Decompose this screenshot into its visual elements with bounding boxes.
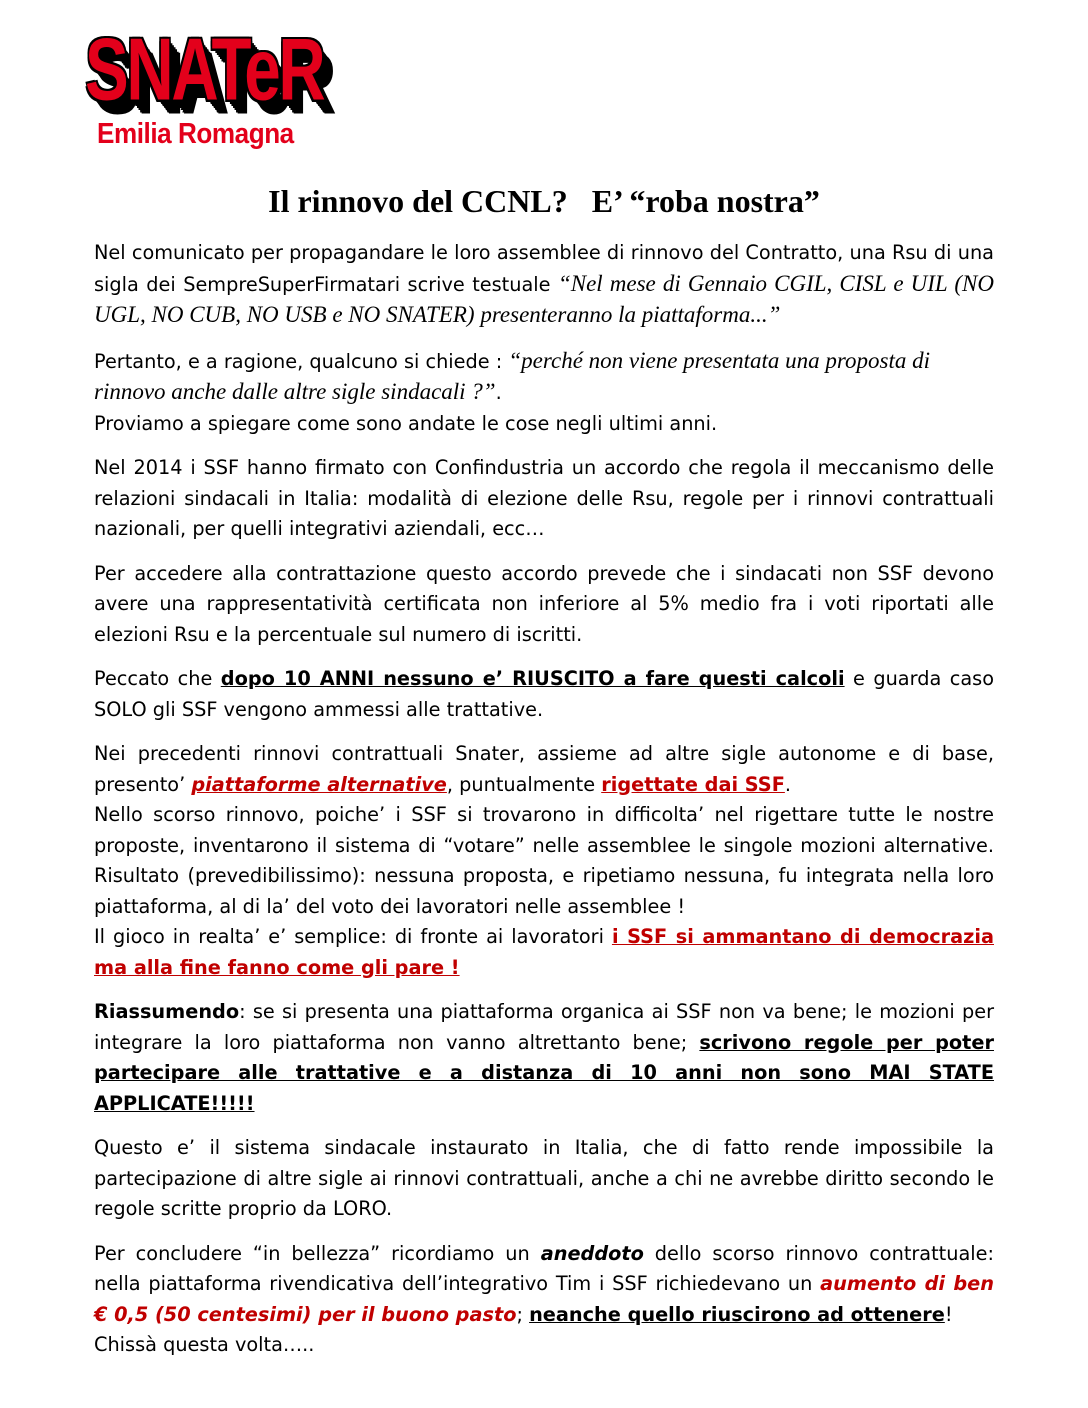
p6-red-underlined-2: i SSF si ammantano di democrazia ma alla fine fanno come gli pare ! [94,925,994,979]
p6-text-3: . [784,772,792,796]
p6-text-4: Nello scorso rinnovo, poiche’ i SSF si trovarono in difficolta’ nel rigettare tutte le nostre proposte, inventarono il sistema di “votare” nelle assemblee le singole mozioni alternative. Risultato (prevedibilissimo): nessuna proposta, e ripetiamo nessuna, fu integrata nella loro piattaforma, al di la’ del voto dei lavoratori nelle assemblee ! [94,803,994,918]
paragraph-8: Questo e’ il sistema sindacale instaurato in Italia, che di fatto rende impossibile la partecipazione di altre sigle ai rinnovi contrattuali, anche a chi ne avrebbe diritto secondo le regole scritte proprio da LORO. [94,1136,994,1220]
logo-wordmark: SNATeR [85,19,324,119]
p5-text-1: Peccato che [94,667,221,690]
p9-text-2: dello scorso rinnovo contrattuale: nella piattaforma rivendicativa dell’integrativo Tim i SSF richiedevano un [94,1241,994,1295]
p9-text-5: Chissà questa volta….. [94,1333,315,1356]
paragraph-6 [94,739,994,983]
p7-text: : se si presenta una piattaforma organica ai SSF non va bene; le mozioni per integrare la loro piattaforma non vanno altrettanto bene; [94,1000,994,1054]
p6-text-2: , puntualmente [446,772,602,796]
p6-red-italic: piattaforme alternative [191,772,447,796]
snater-logo [85,19,335,162]
paragraph-3: Nel 2014 i SSF hanno firmato con Confindustria un accordo che regola il meccanismo delle relazioni sindacali in Italia: modalità di elezione delle Rsu, regole per i rinnovi contrattuali nazionali, per quelli integrativi aziendali, ecc… [94,456,994,540]
page-title: Il rinnovo del CCNL? E’ “roba nostra” [268,183,820,219]
p2-quote: “perché non viene presentata una proposta di rinnovo anche dalle altre sigle sindacali ?” [94,347,930,404]
p2-period: . [495,381,502,404]
logo-region: Emilia Romagna [97,118,294,150]
paragraph-4: Per accedere alla contrattazione questo accordo prevede che i sindacati non SSF devono avere una rappresentatività certificata non inferiore al 5% medio fra i voti riportati alle elezioni Rsu e la percentuale sul numero di iscritti. [94,561,994,646]
p7-bold: Riassumendo [94,1000,240,1023]
p9-underlined: neanche quello riuscirono ad ottenere [529,1302,945,1326]
p1-quote: “Nel mese di Gennaio CGIL, CISL e UIL (NO UGL, NO CUB, NO USB e NO SNATER) presenteranno la piattaforma...” [94,270,994,327]
paragraph-1 [94,238,994,332]
paragraph-2 [94,346,994,440]
p6-text-1: Nei precedenti rinnovi contrattuali Snater, assieme ad altre sigle autonome e di base, presento’ [94,742,994,796]
paragraph-5 [94,664,994,725]
p7-underlined: scrivono regole per poter partecipare alle trattative e a distanza di 10 anni non sono MAI STATE APPLICATE!!!!! [94,1030,994,1115]
p2-line2: Proviamo a spiegare come sono andate le cose negli ultimi anni. [94,411,718,435]
p5-underlined: dopo 10 ANNI nessuno e’ RIUSCITO a fare questi calcoli [220,667,845,690]
p2-text: Pertanto, e a ragione, qualcuno si chiede : [94,349,509,373]
p9-text-1: Per concludere “in bellezza” ricordiamo un [94,1241,541,1265]
p6-text-5: Il gioco in realta’ e’ semplice: di fronte ai lavoratori [94,925,612,948]
p9-text-4: ! [944,1302,953,1326]
p1-text: Nel comunicato per propagandare le loro assemblee di rinnovo del Contratto, una Rsu di una sigla dei SempreSuperFirmatari scrive testuale [94,241,994,296]
p9-text-3: ; [516,1302,530,1326]
paragraph-7 [94,997,994,1119]
p9-bold-italic: aneddoto [540,1241,644,1265]
paragraph-9 [94,1239,994,1361]
p9-red-italic: aumento di ben € 0,5 (50 centesimi) per il buono pasto [94,1272,994,1326]
document-body [94,238,994,1375]
p6-red-underlined: rigettate dai SSF [601,772,785,796]
p5-text-2: e guarda caso SOLO gli SSF vengono ammessi alle trattative. [94,667,994,721]
